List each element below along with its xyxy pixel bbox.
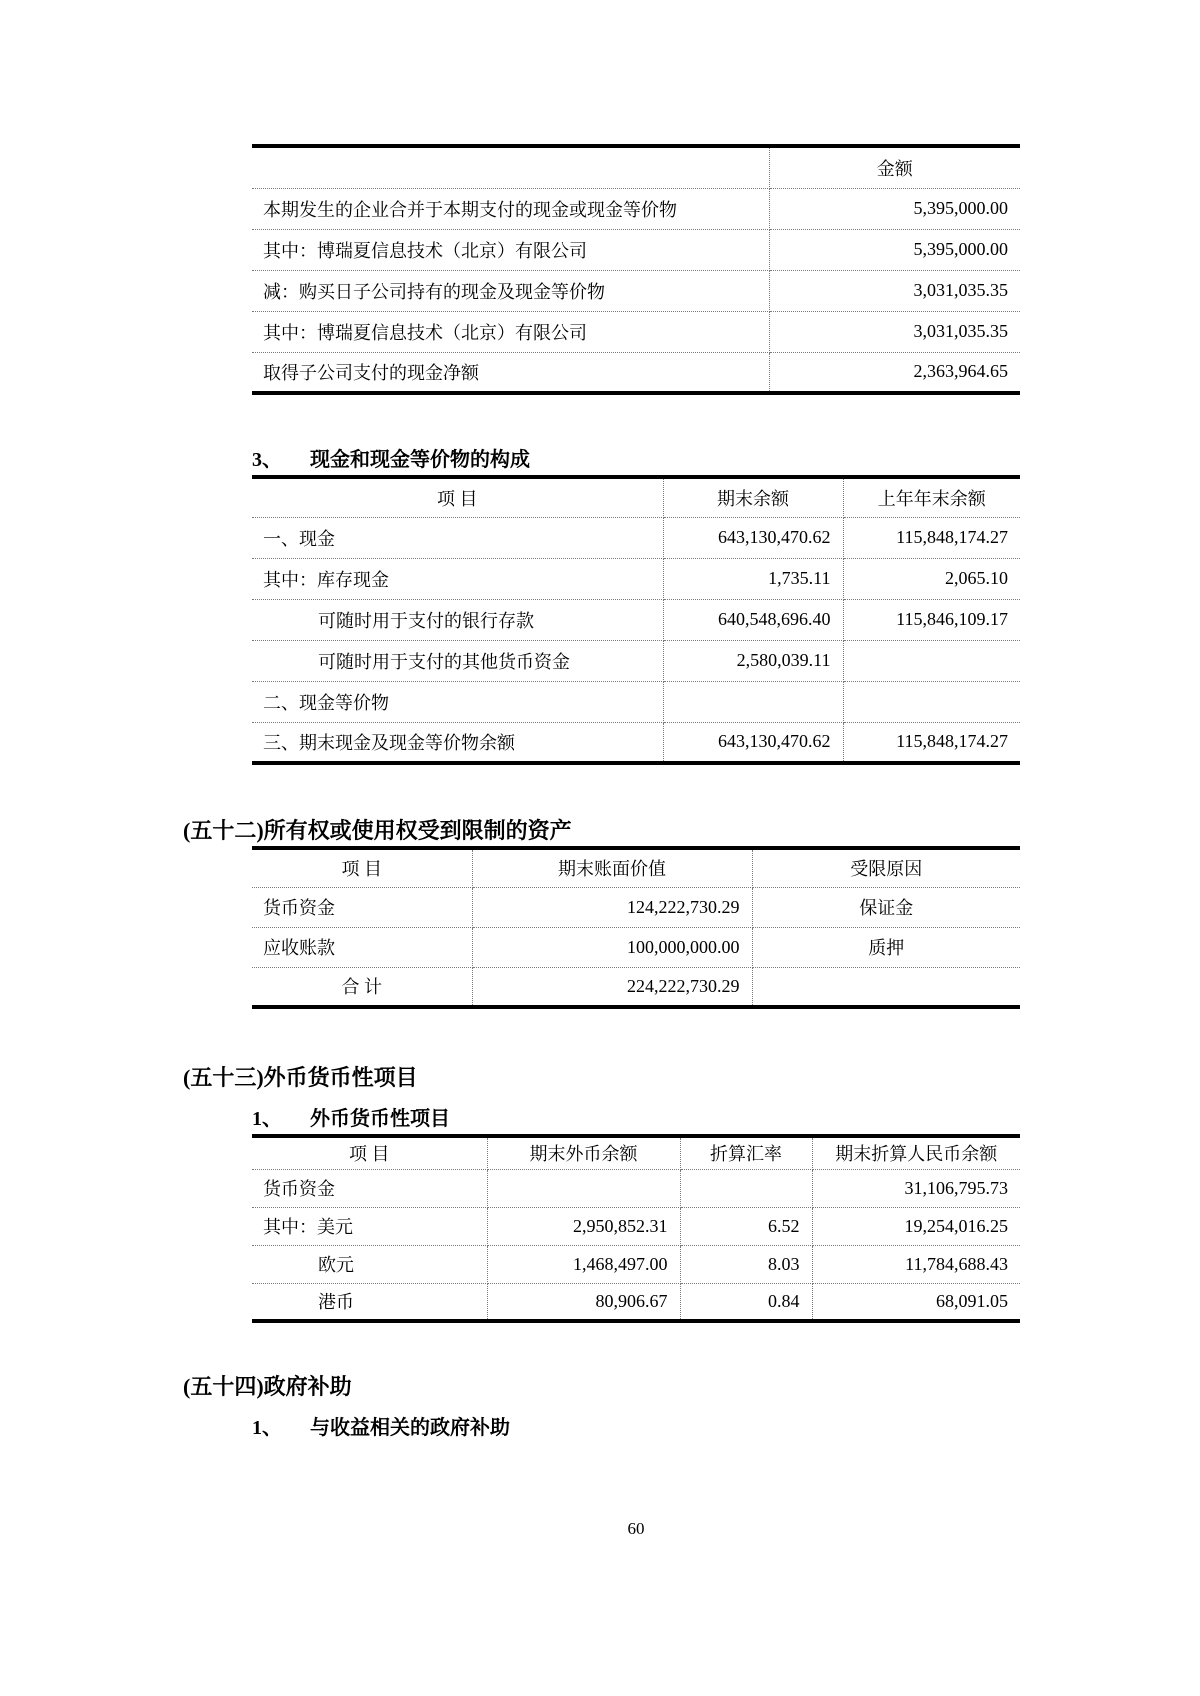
row-prior bbox=[843, 640, 1020, 681]
sub-heading-number: 1、 bbox=[252, 1108, 282, 1130]
row-ending: 643,130,470.62 bbox=[663, 722, 843, 763]
table-row bbox=[252, 188, 1020, 229]
header-item: 项 目 bbox=[252, 477, 663, 517]
row-ending: 2,580,039.11 bbox=[663, 640, 843, 681]
section-3-heading bbox=[252, 445, 1020, 475]
business-combination-cash-table bbox=[252, 144, 1020, 395]
row-item: 欧元 bbox=[252, 1245, 487, 1283]
table-row bbox=[252, 967, 1020, 1007]
row-value: 124,222,730.29 bbox=[472, 887, 752, 927]
row-ending bbox=[663, 681, 843, 722]
header-foreign-balance: 期末外币余额 bbox=[487, 1136, 680, 1169]
row-reason: 保证金 bbox=[752, 887, 1020, 927]
row-reason: 质押 bbox=[752, 927, 1020, 967]
row-rate: 6.52 bbox=[680, 1207, 812, 1245]
row-reason bbox=[752, 967, 1020, 1007]
section-53-sub-heading bbox=[252, 1104, 1020, 1134]
row-foreign: 80,906.67 bbox=[487, 1283, 680, 1321]
row-prior bbox=[843, 681, 1020, 722]
row-label: 其中：博瑞夏信息技术（北京）有限公司 bbox=[252, 229, 769, 270]
row-prior: 115,846,109.17 bbox=[843, 599, 1020, 640]
section-54-sub-heading bbox=[252, 1413, 1020, 1443]
header-book-value: 期末账面价值 bbox=[472, 848, 752, 887]
row-foreign: 1,468,497.00 bbox=[487, 1245, 680, 1283]
row-item: 可随时用于支付的银行存款 bbox=[252, 599, 663, 640]
row-rate: 0.84 bbox=[680, 1283, 812, 1321]
table-row bbox=[252, 311, 1020, 352]
sub-heading-title: 与收益相关的政府补助 bbox=[310, 1417, 510, 1439]
header-rmb-balance: 期末折算人民币余额 bbox=[812, 1136, 1020, 1169]
row-amount: 5,395,000.00 bbox=[769, 229, 1020, 270]
table-row bbox=[252, 1245, 1020, 1283]
table-row bbox=[252, 1207, 1020, 1245]
table-header-row bbox=[252, 477, 1020, 517]
section-54-heading: (五十四)政府补助 bbox=[183, 1374, 352, 1399]
row-label: 取得子公司支付的现金净额 bbox=[252, 352, 769, 393]
header-item: 项 目 bbox=[252, 848, 472, 887]
row-item: 港币 bbox=[252, 1283, 487, 1321]
table-header-row bbox=[252, 146, 1020, 188]
table-header-row bbox=[252, 1136, 1020, 1169]
section-52-heading: (五十二)所有权或使用权受到限制的资产 bbox=[183, 818, 572, 843]
header-restriction-reason: 受限原因 bbox=[752, 848, 1020, 887]
cash-composition-table bbox=[252, 475, 1020, 765]
row-item-total: 合 计 bbox=[252, 967, 472, 1007]
header-exchange-rate: 折算汇率 bbox=[680, 1136, 812, 1169]
row-ending: 1,735.11 bbox=[663, 558, 843, 599]
row-ending: 640,548,696.40 bbox=[663, 599, 843, 640]
row-label: 本期发生的企业合并于本期支付的现金或现金等价物 bbox=[252, 188, 769, 229]
row-item: 三、期末现金及现金等价物余额 bbox=[252, 722, 663, 763]
row-item: 一、现金 bbox=[252, 517, 663, 558]
row-amount: 2,363,964.65 bbox=[913, 361, 1008, 382]
table-row bbox=[252, 517, 1020, 558]
row-item: 货币资金 bbox=[252, 887, 472, 927]
page-number: 60 bbox=[627, 1519, 645, 1538]
table-row bbox=[252, 1169, 1020, 1207]
row-amount: 5,395,000.00 bbox=[769, 188, 1020, 229]
row-prior: 115,848,174.27 bbox=[896, 731, 1008, 752]
row-rate: 8.03 bbox=[680, 1245, 812, 1283]
row-item: 其中：美元 bbox=[252, 1207, 487, 1245]
row-foreign bbox=[487, 1169, 680, 1207]
row-ending: 643,130,470.62 bbox=[663, 517, 843, 558]
row-foreign: 2,950,852.31 bbox=[487, 1207, 680, 1245]
restricted-assets-table bbox=[252, 846, 1020, 1009]
table-row bbox=[252, 681, 1020, 722]
row-amount: 3,031,035.35 bbox=[769, 311, 1020, 352]
table-row bbox=[252, 352, 1020, 393]
row-label: 减：购买日子公司持有的现金及现金等价物 bbox=[252, 270, 769, 311]
sub-heading-number: 1、 bbox=[252, 1417, 282, 1439]
row-item: 二、现金等价物 bbox=[252, 681, 663, 722]
row-prior: 115,848,174.27 bbox=[843, 517, 1020, 558]
header-item: 项 目 bbox=[252, 1136, 487, 1169]
row-rate bbox=[680, 1169, 812, 1207]
section-3-title: 现金和现金等价物的构成 bbox=[310, 449, 530, 471]
row-item: 可随时用于支付的其他货币资金 bbox=[252, 640, 663, 681]
table-row bbox=[252, 1283, 1020, 1321]
header-ending-balance: 期末余额 bbox=[663, 477, 843, 517]
section-3-number: 3、 bbox=[252, 449, 282, 471]
section-53-heading: (五十三)外币货币性项目 bbox=[183, 1065, 418, 1090]
row-rmb: 11,784,688.43 bbox=[812, 1245, 1020, 1283]
table-header-row bbox=[252, 848, 1020, 887]
table-row bbox=[252, 887, 1020, 927]
row-rmb: 31,106,795.73 bbox=[812, 1169, 1020, 1207]
table-row bbox=[252, 558, 1020, 599]
row-value: 100,000,000.00 bbox=[472, 927, 752, 967]
document-page bbox=[183, 0, 1020, 1541]
table-row bbox=[252, 927, 1020, 967]
row-item: 应收账款 bbox=[252, 927, 472, 967]
foreign-currency-table bbox=[252, 1134, 1020, 1323]
row-label: 其中：博瑞夏信息技术（北京）有限公司 bbox=[252, 311, 769, 352]
sub-heading-title: 外币货币性项目 bbox=[310, 1108, 450, 1130]
row-rmb: 68,091.05 bbox=[936, 1290, 1008, 1311]
table-row bbox=[252, 270, 1020, 311]
header-blank bbox=[252, 146, 769, 188]
table-row bbox=[252, 722, 1020, 763]
table-row bbox=[252, 229, 1020, 270]
table-row bbox=[252, 640, 1020, 681]
header-amount: 金额 bbox=[769, 146, 1020, 188]
header-prior-year-balance: 上年年末余额 bbox=[843, 477, 1020, 517]
row-value: 224,222,730.29 bbox=[472, 967, 752, 1007]
row-prior: 2,065.10 bbox=[843, 558, 1020, 599]
row-item: 货币资金 bbox=[252, 1169, 487, 1207]
row-item: 其中：库存现金 bbox=[252, 558, 663, 599]
table-row bbox=[252, 599, 1020, 640]
row-amount: 3,031,035.35 bbox=[769, 270, 1020, 311]
row-rmb: 19,254,016.25 bbox=[812, 1207, 1020, 1245]
